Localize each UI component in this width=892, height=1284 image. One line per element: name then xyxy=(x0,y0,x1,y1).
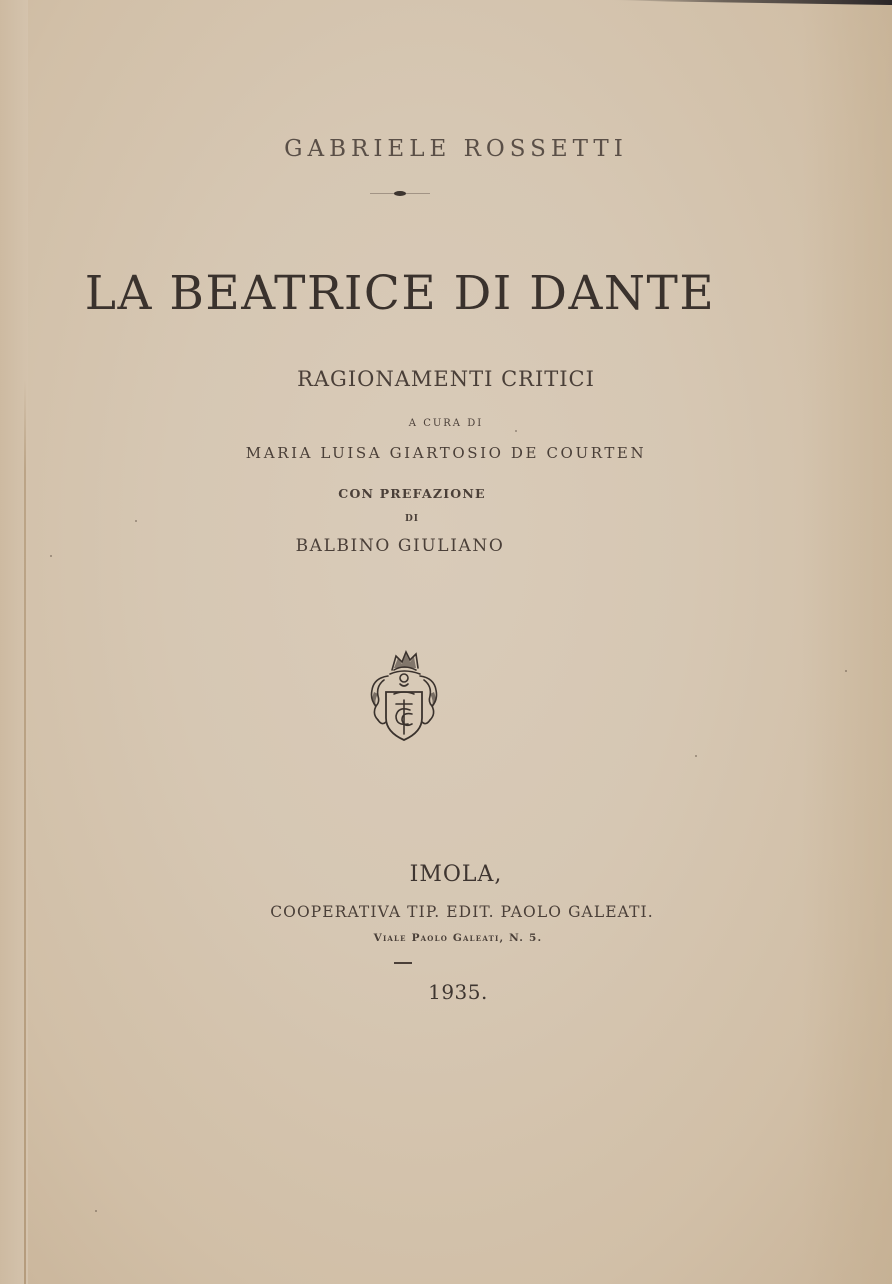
publication-city: IMOLA, xyxy=(409,862,503,887)
background-corner xyxy=(612,0,892,5)
book-subtitle: RAGIONAMENTI CRITICI xyxy=(297,367,595,391)
preface-author: BALBINO GIULIANO xyxy=(295,536,505,556)
curated-by-label: A CURA DI xyxy=(408,418,484,429)
page-right-shadow xyxy=(802,0,892,1284)
paper-speck xyxy=(50,555,52,557)
preface-label: CON PREFAZIONE xyxy=(338,486,486,501)
author-name: GABRIELE ROSSETTI xyxy=(284,136,628,162)
publisher-address: Viale Paolo Galeati, N. 5. xyxy=(373,932,543,944)
paper-speck xyxy=(695,755,697,757)
publication-year: 1935. xyxy=(428,980,488,1004)
paper-speck xyxy=(135,520,137,522)
editor-name: MARIA LUISA GIARTOSIO DE COURTEN xyxy=(245,444,647,462)
paper-speck xyxy=(845,670,847,672)
paper-speck xyxy=(515,430,517,432)
publisher-name: COOPERATIVA TIP. EDIT. PAOLO GALEATI. xyxy=(270,903,654,921)
preface-by-label: DI xyxy=(404,514,419,524)
book-title: LA BEATRICE DI DANTE xyxy=(84,266,716,321)
date-rule xyxy=(394,962,412,964)
paper-speck xyxy=(95,1210,97,1212)
ornament-dot-icon xyxy=(394,191,406,196)
coat-of-arms-icon xyxy=(364,648,444,744)
